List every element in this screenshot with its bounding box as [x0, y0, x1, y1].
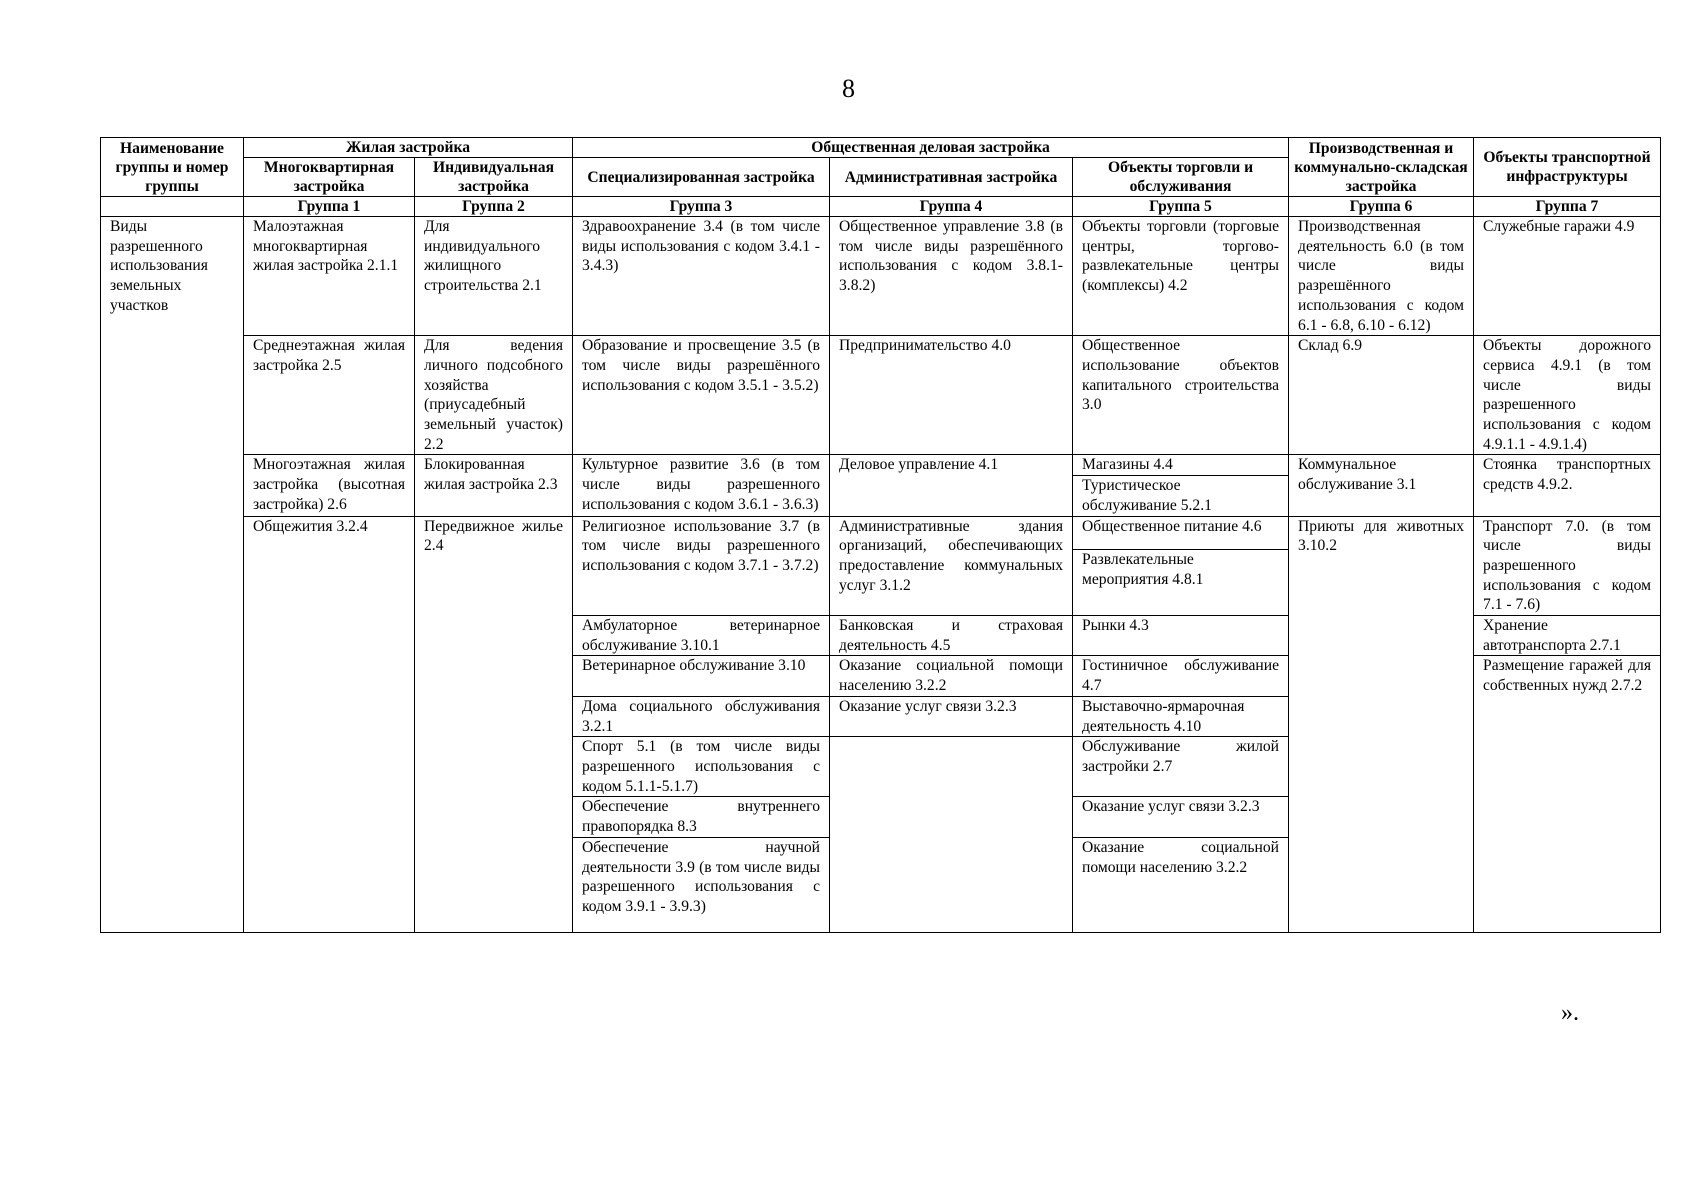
g6-cell: Приюты для животных 3.10.2	[1289, 516, 1474, 932]
g1-cell: Среднеэтажная жилая застройка 2.5	[244, 336, 415, 455]
header-trade-services: Объекты торговли и обслуживания	[1073, 158, 1289, 197]
g7-cell: Объекты дорожного сервиса 4.9.1 (в том числе виды разрешенного использования с кодом 4.9.1.1 - 4.9.1.4)	[1474, 336, 1661, 455]
g5-cell: Оказание социальной помощи населению 3.2.2	[1073, 837, 1289, 932]
g6-cell: Коммунальное обслуживание 3.1	[1289, 455, 1474, 516]
group-label-5: Группа 5	[1073, 197, 1289, 217]
g3-cell: Образование и просвещение 3.5 (в том числе виды разрешённого использования с кодом 3.5.1 - 3.5.2)	[573, 336, 830, 455]
g4-cell: Предпринимательство 4.0	[830, 336, 1073, 455]
g5-cell: Оказание услуг связи 3.2.3	[1073, 797, 1289, 837]
g3-cell: Спорт 5.1 (в том числе виды разрешенного использования с кодом 5.1.1-5.1.7)	[573, 737, 830, 797]
header-group-number-label	[101, 197, 244, 217]
g3-cell: Ветеринарное обслуживание 3.10	[573, 656, 830, 696]
g2-cell: Для индивидуального жилищного строительства 2.1	[415, 217, 573, 336]
g5-cell: Рынки 4.3	[1073, 616, 1289, 656]
g1-cell: Многоэтажная жилая застройка (высотная застройка) 2.6	[244, 455, 415, 516]
group-label-4: Группа 4	[830, 197, 1073, 217]
g7-cell: Размещение гаражей для собственных нужд 2.7.2	[1474, 656, 1661, 932]
g4-cell: Общественное управление 3.8 (в том числе виды разрешённого использования с кодом 3.8.1-3.8.2)	[830, 217, 1073, 336]
g7-cell: Служебные гаражи 4.9	[1474, 217, 1661, 336]
g4-cell: Деловое управление 4.1	[830, 455, 1073, 516]
g4-empty-cell	[830, 737, 1073, 933]
header-multi-apartment: Многоквартирная застройка	[244, 158, 415, 197]
g5-cell: Общественное питание 4.6	[1073, 516, 1289, 550]
header-administrative: Административная застройка	[830, 158, 1073, 197]
group-label-6: Группа 6	[1289, 197, 1474, 217]
g3-cell: Дома социального обслуживания 3.2.1	[573, 696, 830, 736]
g4-cell: Банковская и страховая деятельность 4.5	[830, 616, 1073, 656]
g1-cell: Общежития 3.2.4	[244, 516, 415, 932]
header-public-business: Общественная деловая застройка	[573, 138, 1289, 158]
group-label-7: Группа 7	[1474, 197, 1661, 217]
group-label-2: Группа 2	[415, 197, 573, 217]
g6-cell: Склад 6.9	[1289, 336, 1474, 455]
g3-cell: Обеспечение внутреннего правопорядка 8.3	[573, 797, 830, 837]
header-residential: Жилая застройка	[244, 138, 573, 158]
g7-cell: Транспорт 7.0. (в том числе виды разрешенного использования с кодом 7.1 - 7.6)	[1474, 516, 1661, 616]
land-use-table	[100, 137, 1661, 933]
g4-cell: Оказание услуг связи 3.2.3	[830, 696, 1073, 736]
g2-cell: Для ведения личного подсобного хозяйства (приусадебный земельный участок) 2.2	[415, 336, 573, 455]
g5-cell: Обслуживание жилой застройки 2.7	[1073, 737, 1289, 797]
g7-cell: Стоянка транспортных средств 4.9.2.	[1474, 455, 1661, 516]
g3-cell: Здравоохранение 3.4 (в том числе виды использования с кодом 3.4.1 - 3.4.3)	[573, 217, 830, 336]
g5-cell: Выставочно-ярмарочная деятельность 4.10	[1073, 696, 1289, 736]
g5-cell: Общественное использование объектов капитального строительства 3.0	[1073, 336, 1289, 455]
g3-cell: Религиозное использование 3.7 (в том числе виды разрешенного использования с кодом 3.7.1 - 3.7.2)	[573, 516, 830, 616]
g3-cell: Обеспечение научной деятельности 3.9 (в том числе виды разрешенного использования с кодом 3.9.1 - 3.9.3)	[573, 837, 830, 932]
g1-cell: Малоэтажная многоквартирная жилая застройка 2.1.1	[244, 217, 415, 336]
g3-cell: Амбулаторное ветеринарное обслуживание 3.10.1	[573, 616, 830, 656]
g5-cell: Гостиничное обслуживание 4.7	[1073, 656, 1289, 696]
g4-cell: Административные здания организаций, обеспечивающих предоставление коммунальных услуг 3.1.2	[830, 516, 1073, 616]
g5-cell: Магазины 4.4	[1073, 455, 1289, 476]
g6-cell: Производственная деятельность 6.0 (в том числе виды разрешённого использования с кодом 6.1 - 6.8, 6.10 - 6.12)	[1289, 217, 1474, 336]
g4-cell: Оказание социальной помощи населению 3.2.2	[830, 656, 1073, 696]
header-individual: Индивидуальная застройка	[415, 158, 573, 197]
header-specialized: Специализированная застройка	[573, 158, 830, 197]
g2-cell: Блокированная жилая застройка 2.3	[415, 455, 573, 516]
page-number: 8	[842, 74, 855, 103]
group-label-3: Группа 3	[573, 197, 830, 217]
row-label: Виды разрешенного использования земельных участков	[101, 217, 244, 933]
closing-quote-mark: ».	[1561, 1000, 1579, 1026]
header-transport: Объекты транспортной инфраструктуры	[1474, 138, 1661, 197]
g5-cell: Объекты торговли (торговые центры, торгово-развлекательные центры (комплексы) 4.2	[1073, 217, 1289, 336]
group-label-1: Группа 1	[244, 197, 415, 217]
g7-cell: Хранение автотранспорта 2.7.1	[1474, 616, 1661, 656]
header-industrial: Производственная и коммунально-складская застройка	[1289, 138, 1474, 197]
g3-cell: Культурное развитие 3.6 (в том числе виды разрешенного использования с кодом 3.6.1 - 3.6.3)	[573, 455, 830, 516]
g5-cell: Развлекательные мероприятия 4.8.1	[1073, 550, 1289, 616]
g5-cell: Туристическое обслуживание 5.2.1	[1073, 476, 1289, 516]
g2-cell: Передвижное жилье 2.4	[415, 516, 573, 932]
header-name-column: Наименование группы и номер группы	[101, 138, 244, 197]
